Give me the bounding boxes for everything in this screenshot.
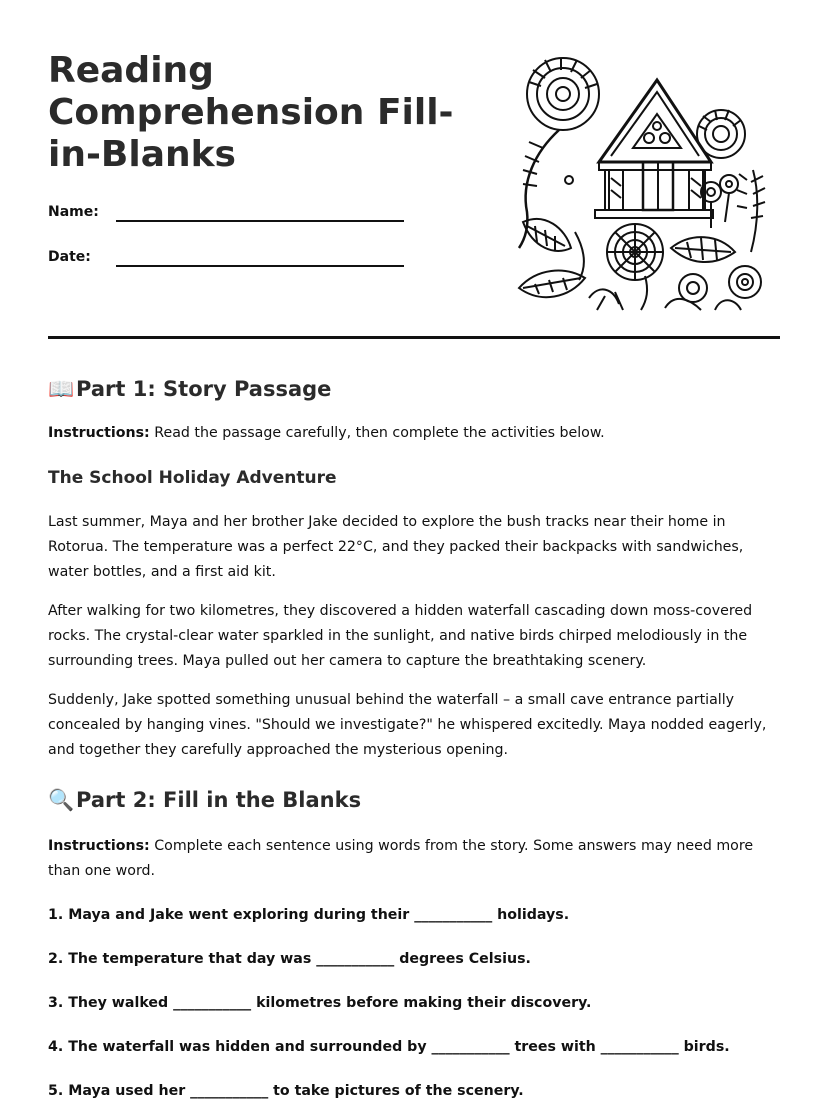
magnifier-icon: 🔍 bbox=[48, 788, 75, 812]
name-field bbox=[48, 200, 408, 228]
part2-instructions-text: Complete each sentence using words from the story. Some answers may need more than one word. bbox=[48, 838, 754, 879]
spiral-right bbox=[697, 110, 745, 158]
part1-heading-text: Part 1: Story Passage bbox=[76, 377, 332, 401]
part1-instructions bbox=[48, 421, 784, 446]
name-label: Name: bbox=[48, 204, 99, 220]
date-field bbox=[48, 245, 408, 273]
part1-instructions-label: Instructions: bbox=[48, 425, 150, 441]
house-body bbox=[595, 162, 713, 218]
worksheet-title: Reading Comprehension Fill-in-Blanks bbox=[48, 50, 454, 175]
part2-instructions-label: Instructions: bbox=[48, 838, 150, 854]
story-paragraph-3: Suddenly, Jake spotted something unusual behind the waterfall – a small cave entrance partially concealed by hanging vines. "Should we investigate?" he whispered excitedly. Maya nodded eagerly, and together they carefully approached the mysterious opening. bbox=[48, 692, 767, 758]
spiral-top-left bbox=[527, 58, 599, 130]
header-divider bbox=[48, 336, 780, 339]
book-icon: 📖 bbox=[48, 377, 75, 401]
part2-heading-text: Part 2: Fill in the Blanks bbox=[76, 788, 362, 812]
house-roof bbox=[599, 80, 711, 170]
story-title: The School Holiday Adventure bbox=[48, 468, 337, 488]
date-label: Date: bbox=[48, 249, 91, 265]
leaves-left bbox=[519, 219, 585, 297]
question-3: 3. They walked ___________ kilometres before making their discovery. bbox=[48, 995, 592, 1011]
question-1: 1. Maya and Jake went exploring during their ___________ holidays. bbox=[48, 907, 570, 923]
name-line bbox=[116, 220, 404, 222]
question-5: 5. Maya used her ___________ to take pictures of the scenery. bbox=[48, 1083, 524, 1099]
part2-instructions bbox=[48, 834, 784, 884]
question-2: 2. The temperature that day was ___________ degrees Celsius. bbox=[48, 951, 531, 967]
part2-heading bbox=[48, 786, 361, 814]
part1-instructions-text: Read the passage carefully, then complete the activities below. bbox=[149, 425, 605, 441]
house-illustration bbox=[515, 52, 773, 314]
part1-heading bbox=[48, 375, 331, 403]
story-paragraph-2: After walking for two kilometres, they discovered a hidden waterfall cascading down moss-covered rocks. The crystal-clear water sparkled in the sunlight, and native birds chirped melodiously in the surrounding trees. Maya pulled out her camera to capture the breathtaking scenery. bbox=[48, 603, 753, 669]
date-line bbox=[116, 265, 404, 267]
story-paragraph-1: Last summer, Maya and her brother Jake decided to explore the bush tracks near their home in Rotorua. The temperature was a perfect 22°C, and they packed their backpacks with sandwiches, water bottles, and a first aid kit. bbox=[48, 514, 744, 580]
question-4: 4. The waterfall was hidden and surrounded by ___________ trees with ___________ birds. bbox=[48, 1039, 730, 1055]
flowers-right bbox=[701, 170, 765, 252]
